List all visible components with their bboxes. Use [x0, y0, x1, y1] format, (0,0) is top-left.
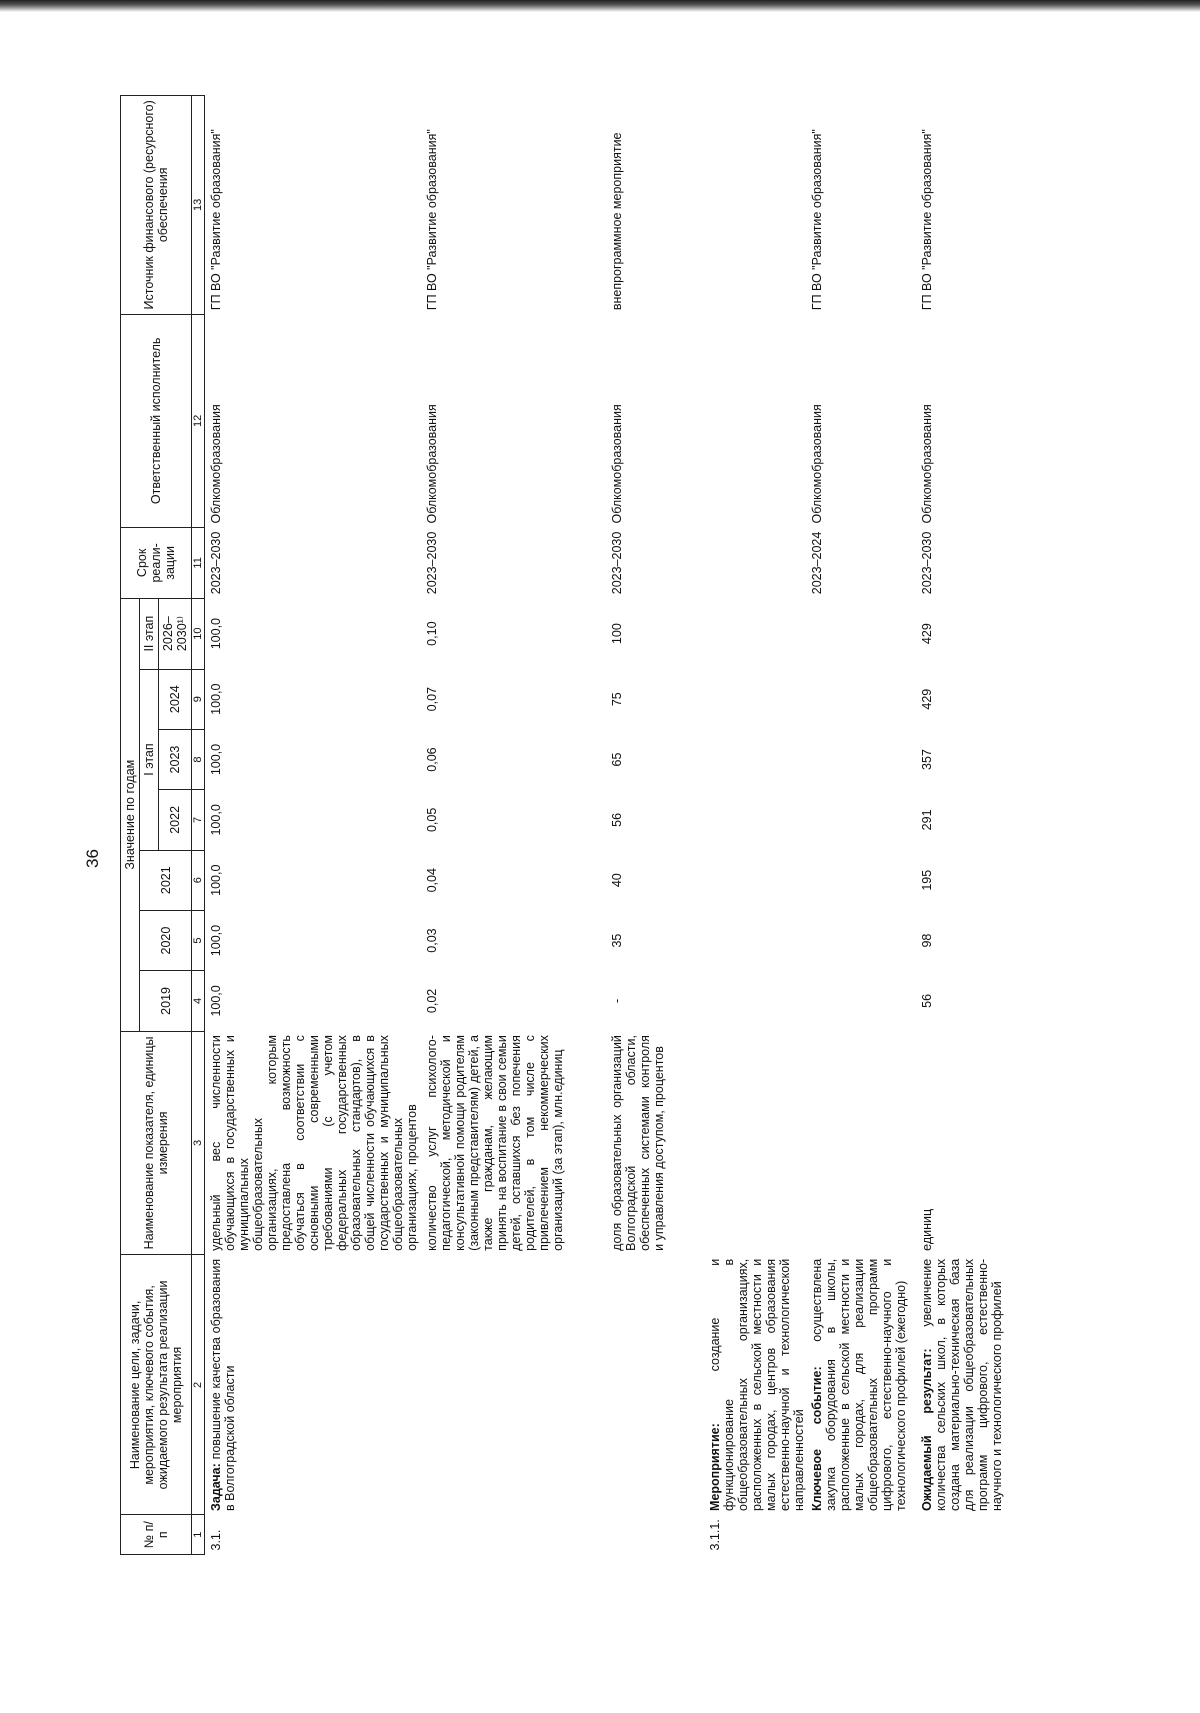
header-values: Значение по годам — [121, 598, 140, 1031]
col-number: 10 — [192, 598, 205, 669]
value-2026-2030: 100,0 — [205, 598, 422, 669]
executor: Облкомобразования — [205, 314, 422, 527]
indicator-text: удельный вес численности обучающихся в государственных и муниципальных общеобразовательных организациях, которым предоставлена возможность обучаться в соответствии с основными современными требованиями (с учетом федеральных государственных образовательных стандартов), в общей численности обучающихся в государственных и муниципальных общеобразовательных организациях, процентов — [205, 1031, 422, 1255]
header-term: Срок реали-зации — [121, 528, 192, 599]
value-2020: 100,0 — [205, 910, 422, 970]
value-2023: 0,06 — [425, 747, 439, 772]
value-2020: 35 — [610, 933, 624, 948]
indicator-text: количество услуг психолого-педагогической, методической и консультативной помощи родителям (законным представителям) детей, а также гражданам, желающим принять на воспитание в свои семьи детей, оставшихся без попечения родителей, в том числе с привлечением некоммерческих организаций (за этап), млн.единиц — [425, 1035, 565, 1251]
indicator-text: единиц — [920, 1208, 934, 1251]
col-number: 7 — [192, 790, 205, 850]
value-2026-2030: 100 — [610, 623, 624, 645]
value-2022: 0,05 — [425, 807, 439, 833]
table-row — [421, 96, 606, 1555]
col-number: 8 — [192, 729, 205, 789]
header-name: Наименование цели, задачи, мероприятия, ключевого события, ожидаемого результата реализации мероприятия — [121, 1255, 192, 1515]
header-year-2021: 2021 — [140, 850, 192, 910]
value-2024: 429 — [920, 688, 934, 710]
value-2021: 100,0 — [205, 850, 422, 910]
term: 2023–2030 — [920, 531, 934, 595]
indicator-text: доля образовательных организаций Волгоградской области, обеспеченных системами контроля и управления доступом, процентов — [610, 1035, 666, 1251]
col-number: 11 — [192, 528, 205, 599]
header-stage-1: I этап — [140, 669, 159, 850]
col-number: 9 — [192, 669, 205, 729]
header-year-2020: 2020 — [140, 910, 192, 970]
executor: Облкомобразования — [610, 404, 624, 524]
source: внепрограммное мероприятие — [610, 132, 624, 311]
measure-text: создание и функционирование в общеобразовательных организациях, расположенных в сельской местности и малых городах, центров образования естественно-научной и технологической направленностей — [708, 1258, 806, 1511]
value-2024: 0,07 — [425, 687, 439, 712]
term: 2023–2030 — [425, 531, 439, 595]
source: ГП ВО "Развитие образования" — [920, 129, 934, 311]
result-label: Ожидаемый результат: — [920, 1348, 934, 1511]
value-2020: 98 — [920, 933, 934, 948]
value-2024: 75 — [610, 692, 624, 707]
table-row — [706, 96, 808, 1555]
header-year-2026-2030: 2026–2030¹⁾ — [159, 598, 192, 669]
row-no: 3.1. — [205, 1515, 422, 1555]
result-cell — [918, 1255, 1018, 1515]
value-2021: 0,04 — [425, 868, 439, 893]
source: ГП ВО "Развитие образования" — [205, 96, 422, 315]
value-2026-2030: 429 — [920, 623, 934, 645]
table-row — [918, 96, 1018, 1555]
value-2020: 0,03 — [425, 928, 439, 953]
rotated-sheet — [120, 95, 1080, 1555]
header-source: Источник финансового (ресурсного) обеспечения — [121, 96, 192, 315]
col-number: 12 — [192, 314, 205, 527]
task-label: Задача: — [209, 1463, 223, 1511]
value-2022: 291 — [920, 809, 934, 831]
event-cell — [808, 1255, 918, 1515]
value-2023: 100,0 — [205, 729, 422, 789]
term: 2023–2030 — [610, 531, 624, 595]
value-2022: 56 — [610, 812, 624, 827]
header-year-2023: 2023 — [159, 729, 192, 789]
table-row — [606, 96, 706, 1555]
header-stage-2: II этап — [140, 598, 159, 669]
source: ГП ВО "Развитие образования" — [810, 129, 824, 311]
program-table — [120, 95, 1018, 1555]
value-2022: 100,0 — [205, 790, 422, 850]
task-text: повышение качества образования в Волгоградской области — [209, 1258, 237, 1511]
value-2019: - — [610, 998, 624, 1003]
event-text: осуществлена закупка оборудования в школы, расположенные в сельской местности и малых городах, для реализации общеобразовательных программ цифрового, естественно-научного и технологического профилей (ежегодно) — [810, 1258, 908, 1511]
result-text: увеличение количества сельских школ, в которых создана материально-техническая база для реализации общеобразовательных программ цифрового, естественно-научного и технологического профилей — [920, 1258, 1004, 1511]
measure-label: Мероприятие: — [708, 1423, 722, 1511]
scan-top-edge — [0, 0, 1200, 12]
table-row — [808, 96, 918, 1555]
col-number: 3 — [192, 1031, 205, 1255]
value-2023: 357 — [920, 749, 934, 770]
value-2024: 100,0 — [205, 669, 422, 729]
header-executor: Ответственный исполнитель — [121, 314, 192, 527]
value-2021: 40 — [610, 873, 624, 888]
term: 2023–2030 — [205, 528, 422, 599]
col-number: 2 — [192, 1255, 205, 1515]
value-2023: 65 — [610, 752, 624, 767]
event-label: Ключевое событие: — [810, 1366, 824, 1511]
row-no: 3.1.1. — [708, 1519, 722, 1551]
executor: Облкомобразования — [425, 404, 439, 524]
header-indicator: Наименование показателя, единицы измерения — [121, 1031, 192, 1255]
header-year-2022: 2022 — [159, 790, 192, 850]
header-year-2024: 2024 — [159, 669, 192, 729]
col-number: 13 — [192, 96, 205, 315]
value-2021: 195 — [920, 869, 934, 891]
col-number: 4 — [192, 971, 205, 1031]
header-no: № п/п — [121, 1515, 192, 1555]
task-cell — [205, 1255, 422, 1515]
measure-cell — [706, 1255, 808, 1515]
source: ГП ВО "Развитие образования" — [425, 129, 439, 311]
table-row — [205, 96, 422, 1555]
page-number: 36 — [83, 849, 102, 868]
header-year-2019: 2019 — [140, 971, 192, 1031]
executor: Облкомобразования — [810, 404, 824, 524]
value-2019: 0,02 — [425, 988, 439, 1014]
col-number: 6 — [192, 850, 205, 910]
executor: Облкомобразования — [920, 404, 934, 524]
col-number: 1 — [192, 1515, 205, 1555]
col-number: 5 — [192, 910, 205, 970]
value-2026-2030: 0,10 — [425, 621, 439, 646]
term: 2023–2024 — [810, 531, 824, 595]
value-2019: 56 — [920, 993, 934, 1008]
value-2019: 100,0 — [205, 971, 422, 1031]
